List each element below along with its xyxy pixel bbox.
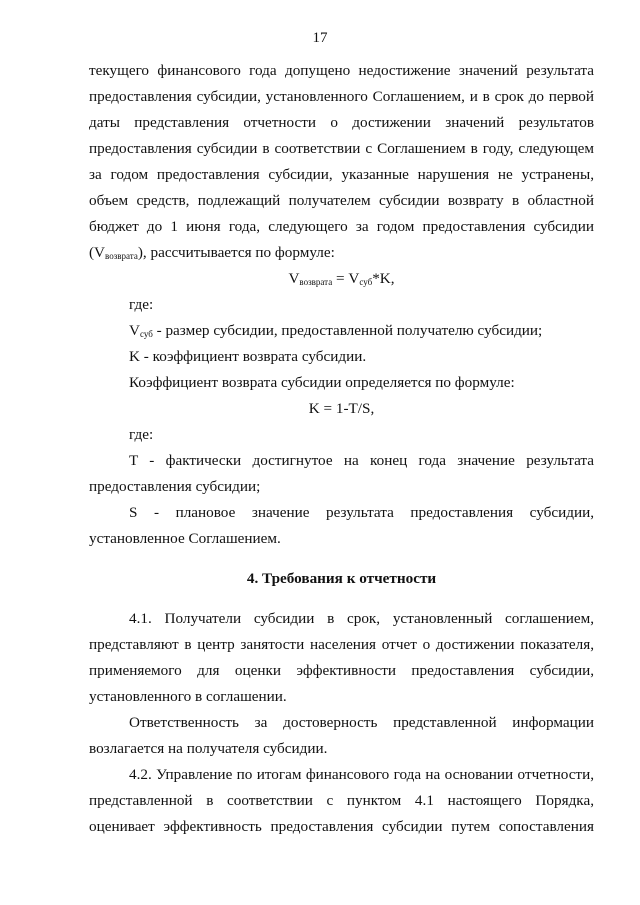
subscript: суб [359, 277, 373, 287]
subscript: возврата [299, 277, 333, 287]
text-line: оценивает эффективность предоставления субсидии путем сопоставления [89, 818, 594, 835]
text-line: 4.1. Получатели субсидии в срок, установленный соглашением, [129, 610, 594, 627]
where-label: где: [129, 426, 154, 443]
text-span: V [129, 322, 140, 339]
text-span: (V [89, 244, 106, 261]
text-line: установленного в соглашении. [89, 688, 287, 705]
text-line: текущего финансового года допущено недостижение значений результата [89, 62, 594, 79]
paragraph-4-2 [89, 762, 594, 840]
text-span: - размер субсидии, предоставленной получателю субсидии; [152, 322, 543, 339]
document-body [89, 58, 594, 840]
text-line: предоставления субсидии; [89, 478, 261, 495]
text-line: 4.2. Управление по итогам финансового года на основании отчетности, [129, 766, 594, 783]
formula-coefficient: K = 1-T/S, [308, 400, 375, 417]
text-line [89, 240, 594, 266]
subscript: возврата [105, 251, 138, 261]
text-line: T - фактически достигнутое на конец года значение результата [129, 452, 594, 469]
text-span: V [288, 270, 300, 287]
formula-return [89, 266, 594, 292]
paragraph-responsibility [89, 710, 594, 762]
definition-k: K - коэффициент возврата субсидии. [129, 348, 367, 365]
text-line: применяемого для оценки эффективности предоставления субсидии, [89, 662, 594, 679]
text-line: бюджет до 1 июня года, следующего за годом предоставления субсидии [89, 218, 594, 235]
page-number: 17 [312, 30, 328, 46]
text-line: Ответственность за достоверность представленной информации [129, 714, 594, 731]
text-line: представляют в центр занятости населения отчет о достижении показателя, [89, 636, 594, 653]
text-line: возлагается на получателя субсидии. [89, 740, 328, 757]
definition-vsub [89, 318, 594, 344]
subscript: суб [139, 329, 153, 339]
text-line: предоставления субсидии, установленного Соглашением, и в срок до первой [89, 88, 594, 105]
where-label: где: [129, 296, 154, 313]
text-span: *K, [372, 270, 395, 287]
text-line: представленной в соответствии с пунктом 4.1 настоящего Порядка, [89, 792, 594, 809]
section-title: 4. Требования к отчетности [246, 570, 437, 587]
text-line: даты представления отчетности о достижении значений результатов [89, 114, 594, 131]
text-span: = V [332, 270, 360, 287]
text-line: предоставления субсидии в соответствии с Соглашением в году, следующем [89, 140, 594, 157]
definition-t [89, 448, 594, 500]
text-line: установленное Соглашением. [89, 530, 281, 547]
definition-s [89, 500, 594, 552]
text-span: ), рассчитывается по формуле: [137, 244, 335, 261]
paragraph-4-1 [89, 606, 594, 710]
paragraph-return-volume [89, 58, 594, 266]
text-line: объем средств, подлежащий получателем субсидии возврату в областной [89, 192, 594, 209]
text-line: за годом предоставления субсидии, указанные нарушения не устранены, [89, 166, 594, 183]
text-line: S - плановое значение результата предоставления субсидии, [129, 504, 594, 521]
coefficient-intro: Коэффициент возврата субсидии определяется по формуле: [129, 374, 515, 391]
